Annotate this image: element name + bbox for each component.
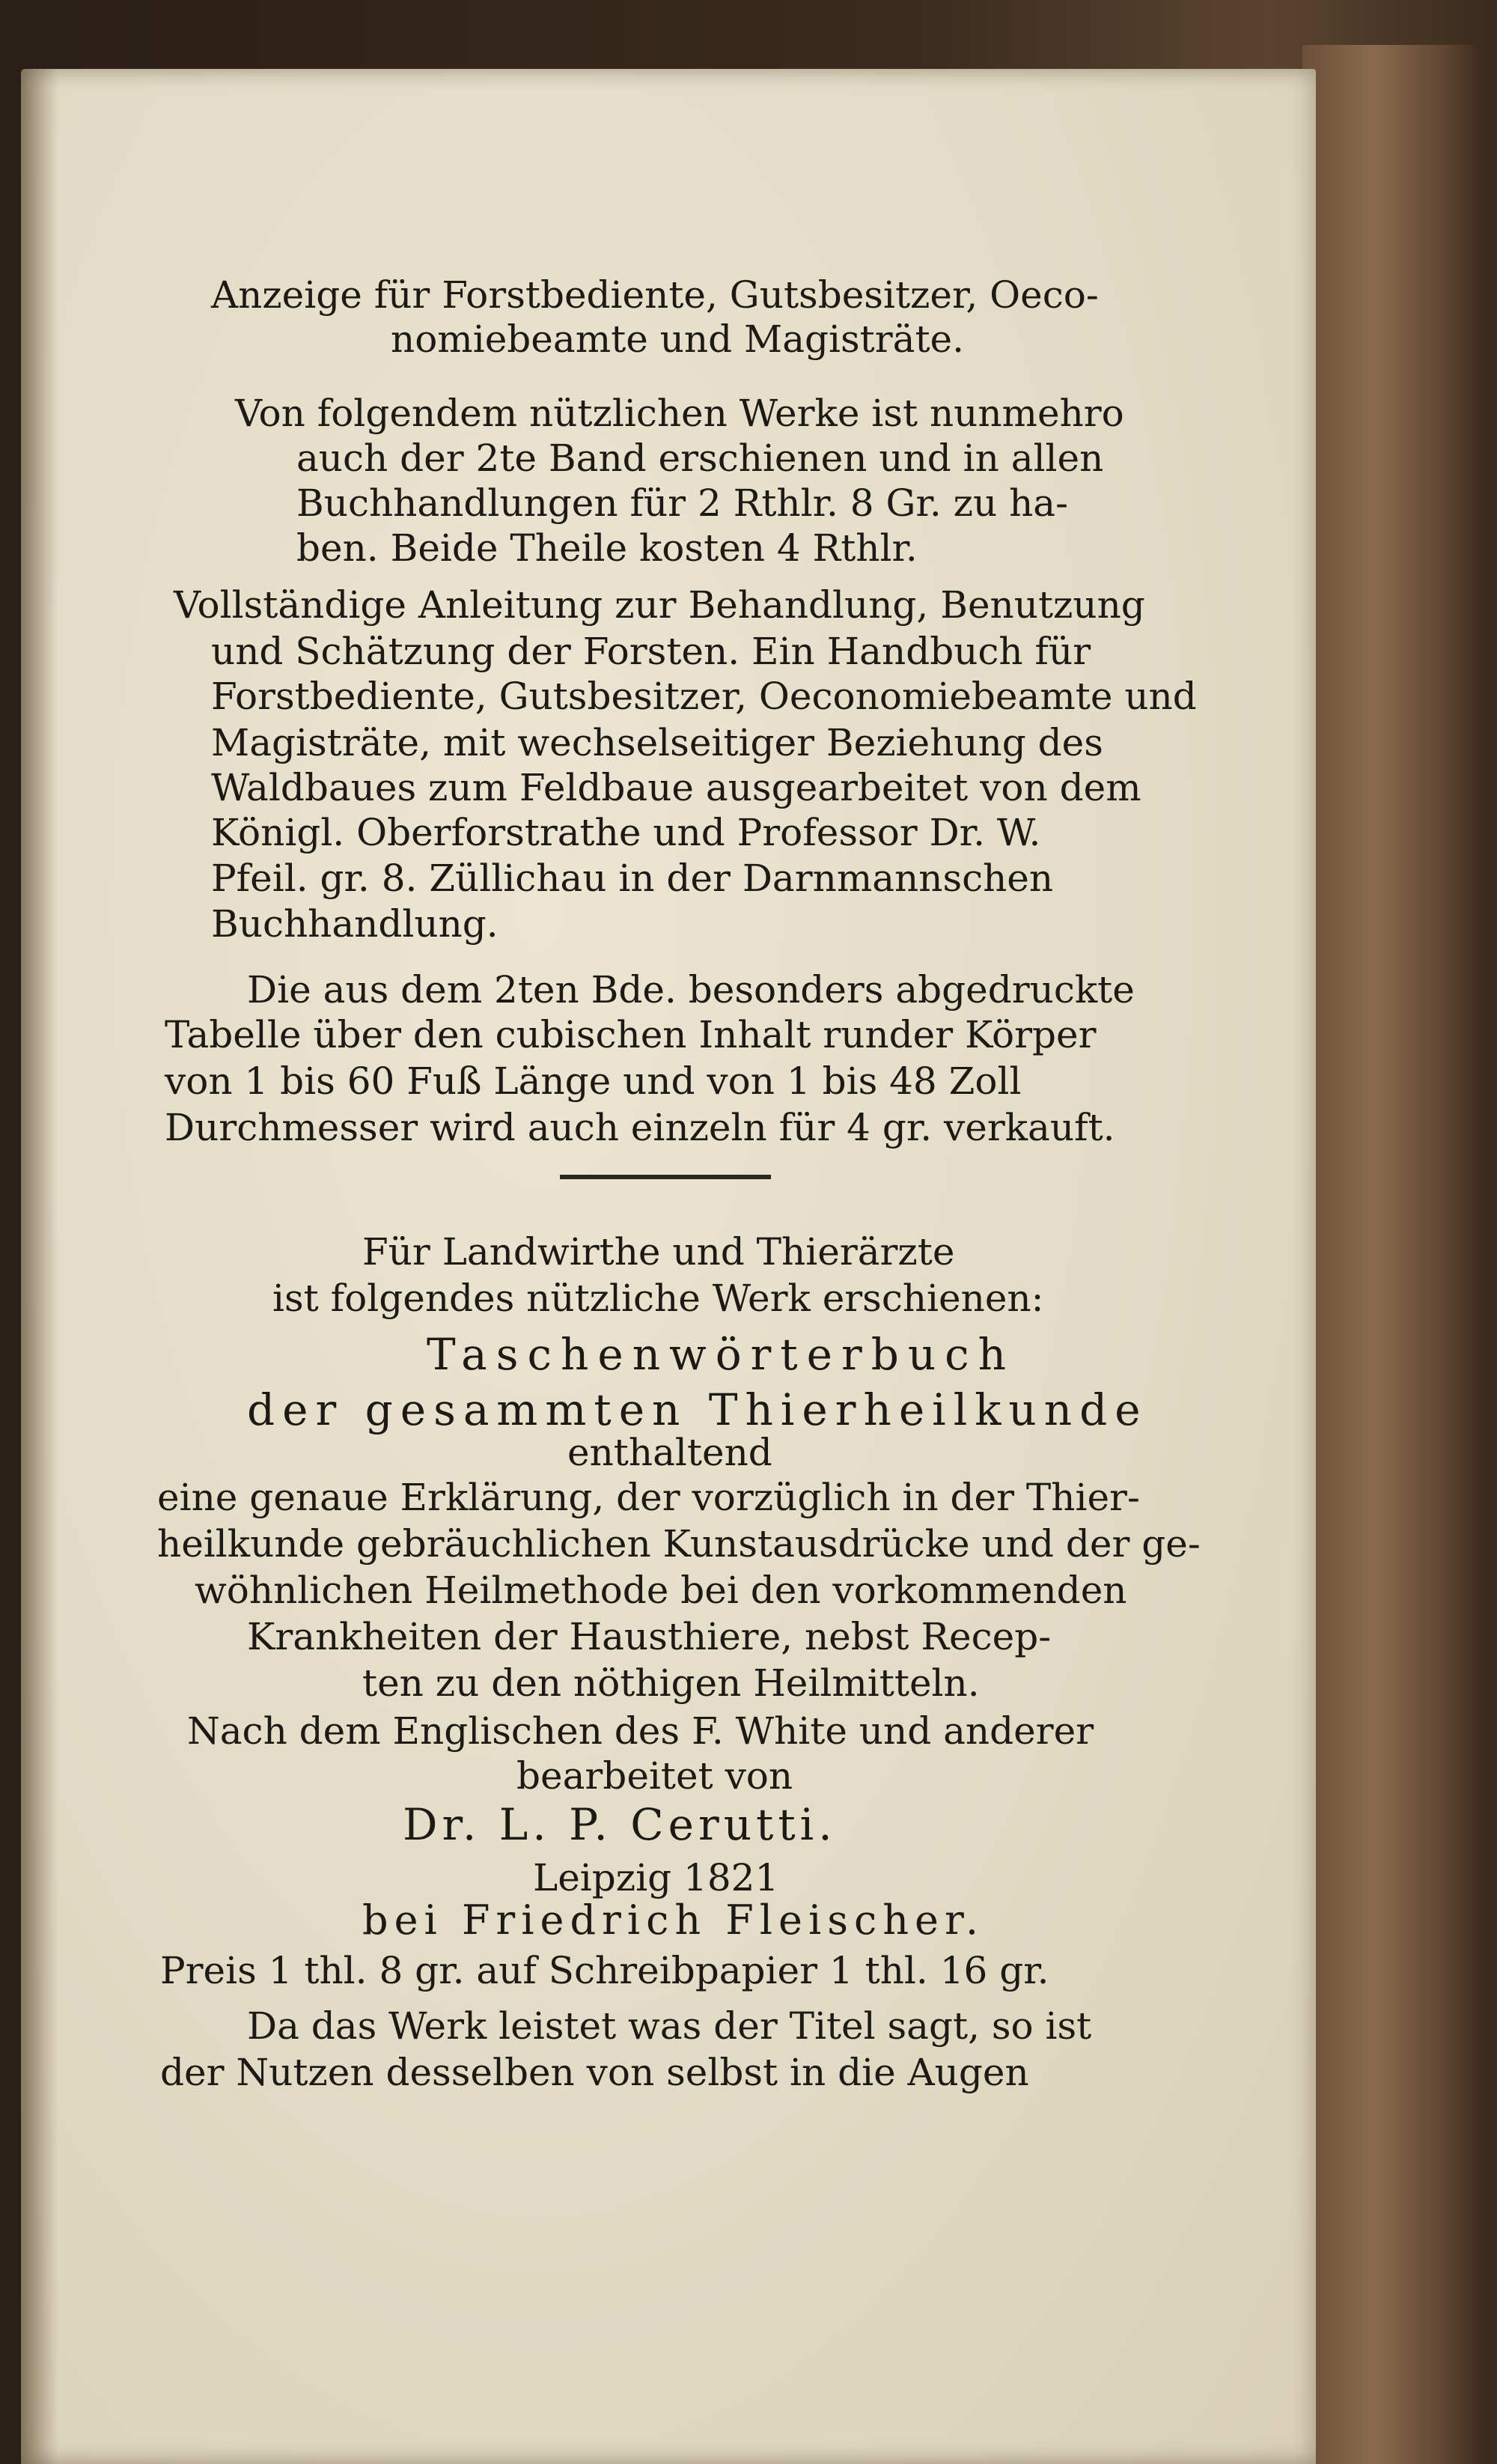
ad1-book-line-3: Forstbediente, Gutsbesitzer, Oeconomiebeamte und: [211, 675, 1197, 718]
ad1-title-line-1: Anzeige für Forstbediente, Gutsbesitzer, Oeco-: [211, 273, 1099, 317]
page-gutter-shadow: [21, 69, 58, 2464]
ad2-author: Dr. L. P. Cerutti.: [403, 1799, 837, 1850]
ad1-table-line-3: von 1 bis 60 Fuß Länge und von 1 bis 48 Zoll: [165, 1059, 1022, 1103]
ad1-book-line-5: Waldbaues zum Feldbaue ausgearbeitet von dem: [211, 766, 1141, 809]
ad2-source-line-1: Nach dem Englischen des F. White und anderer: [187, 1709, 1094, 1753]
ad2-desc-line-3: wöhnlichen Heilmethode bei den vorkommenden: [195, 1569, 1127, 1612]
ad1-table-line-1: Die aus dem 2ten Bde. besonders abgedruckte: [247, 968, 1135, 1012]
ad1-book-line-8: Buchhandlung.: [211, 902, 499, 946]
ad1-intro-line-2: auch der 2te Band erschienen und in allen: [296, 436, 1104, 480]
ad2-desc-line-1: eine genaue Erklärung, der vorzüglich in der Thier-: [157, 1476, 1140, 1519]
ad2-place: Leipzig 1821: [533, 1856, 779, 1899]
ad2-closing-line-2: der Nutzen desselben von selbst in die Augen: [160, 2051, 1029, 2094]
ad1-intro-line-3: Buchhandlungen für 2 Rthlr. 8 Gr. zu ha-: [296, 481, 1068, 525]
ad1-book-line-7: Pfeil. gr. 8. Züllichau in der Darnmannschen: [211, 857, 1054, 900]
book-cover-edge: [1302, 45, 1482, 2464]
ad2-closing-line-1: Da das Werk leistet was der Titel sagt, so ist: [247, 2004, 1092, 2048]
ad1-table-line-4: Durchmesser wird auch einzeln für 4 gr. verkauft.: [165, 1106, 1115, 1149]
ad2-price: Preis 1 thl. 8 gr. auf Schreibpapier 1 thl. 16 gr.: [160, 1949, 1049, 1992]
ad2-desc-line-2: heilkunde gebräuchlichen Kunstausdrücke und der ge-: [157, 1522, 1201, 1566]
ad1-table-line-2: Tabelle über den cubischen Inhalt runder Körper: [165, 1013, 1097, 1056]
ad2-title-3: enthaltend: [567, 1431, 772, 1474]
ad2-desc-line-4: Krankheiten der Hausthiere, nebst Recep-: [247, 1615, 1052, 1658]
ad2-desc-line-5: ten zu den nöthigen Heilmitteln.: [362, 1661, 980, 1705]
ad1-title-line-2: nomiebeamte und Magisträte.: [391, 317, 965, 361]
ad1-book-line-6: Königl. Oberforstrathe und Professor Dr. W.: [211, 811, 1041, 854]
ad1-intro-line-1: Von folgendem nützlichen Werke ist nunmehro: [235, 392, 1124, 435]
ad1-book-line-4: Magisträte, mit wechselseitiger Beziehung des: [211, 721, 1103, 764]
ad1-book-line-1: Vollständige Anleitung zur Behandlung, Benutzung: [174, 583, 1145, 627]
ad2-title-2: der gesammten Thierheilkunde: [247, 1384, 1148, 1435]
ad2-heading-line-2: ist folgendes nützliche Werk erschienen:: [272, 1277, 1044, 1320]
separator-rule: [560, 1175, 771, 1179]
ad2-heading-line-1: Für Landwirthe und Thierärzte: [362, 1230, 955, 1274]
ad2-source-line-2: bearbeitet von: [516, 1754, 793, 1798]
ad2-publisher: bei Friedrich Fleischer.: [362, 1896, 985, 1944]
ad1-book-line-2: und Schätzung der Forsten. Ein Handbuch für: [211, 630, 1091, 673]
ad2-title-1: Taschenwörterbuch: [427, 1329, 1016, 1380]
ad1-intro-line-4: ben. Beide Theile kosten 4 Rthlr.: [296, 526, 918, 570]
